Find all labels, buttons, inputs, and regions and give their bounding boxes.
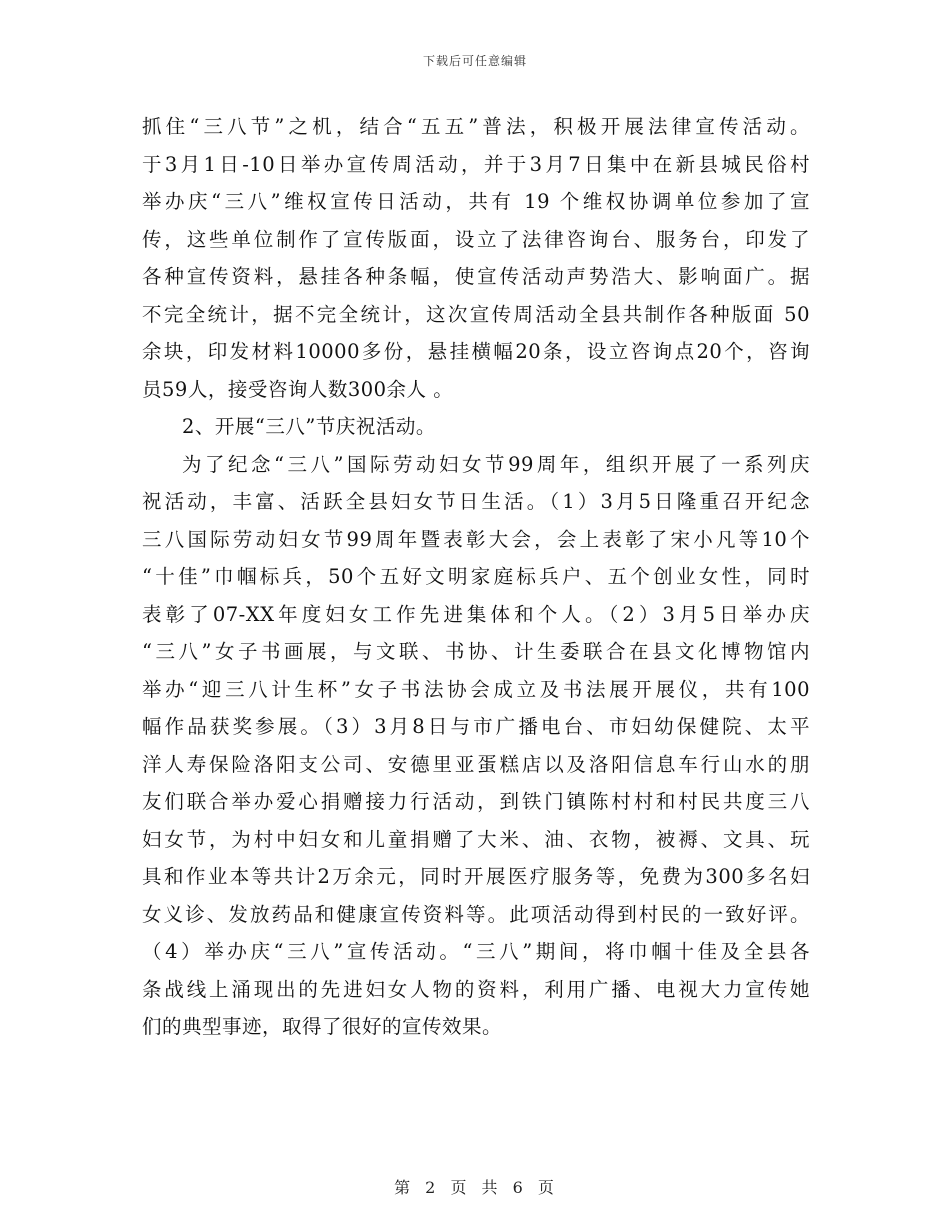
paragraph-line: 各种宣传资料，悬挂各种条幅，使宣传活动声势浩大、影响面广。据 (142, 265, 810, 288)
paragraph-line: 表彰了07-XX年度妇女工作先进集体和个人。（2）3月5日举办庆 (142, 602, 810, 626)
paragraph-line: 友们联合举办爱心捐赠接力行活动，到铁门镇陈村村和村民共度三八 (142, 790, 810, 813)
paragraph-line: “三八”女子书画展，与文联、书协、计生委联合在县文化博物馆内 (142, 640, 810, 663)
paragraph-line: 举办“迎三八计生杯”女子书法协会成立及书法展开展仪，共有100 (142, 677, 810, 701)
document-body (142, 108, 810, 1046)
paragraph-line: “十佳”巾帼标兵，50个五好文明家庭标兵户、五个创业女性，同时 (142, 565, 810, 588)
section-heading: 2、开展“三八”节庆祝活动。 (182, 415, 436, 438)
paragraph-line: 举办庆“三八”维权宣传日活动，共有 19 个维权协调单位参加了宣 (142, 190, 810, 213)
paragraph-line: 妇女节，为村中妇女和儿童捐赠了大米、油、衣物，被褥、文具、玩 (142, 827, 810, 851)
paragraph-line: 员59人，接受咨询人数300余人 。 (142, 377, 454, 401)
paragraph-line: 三八国际劳动妇女节99周年暨表彰大会，会上表彰了宋小凡等10个 (142, 527, 810, 551)
paragraph-line: 传，这些单位制作了宣传版面，设立了法律咨询台、服务台，印发了 (142, 227, 810, 251)
paragraph-line: 女义诊、发放药品和健康宣传资料等。此项活动得到村民的一致好评。 (142, 902, 810, 926)
paragraph-line: 于3月1日-10日举办宣传周活动，并于3月7日集中在新县城民俗村 (142, 152, 810, 176)
paragraph-line: 不完全统计，据不完全统计，这次宣传周活动全县共制作各种版面 50 (142, 302, 810, 326)
paragraph-line: 具和作业本等共计2万余元，同时开展医疗服务等，免费为300多名妇 (142, 865, 810, 888)
page-number-footer: 第 2 页 共 6 页 (394, 1178, 556, 1197)
paragraph-line: （4）举办庆“三八”宣传活动。“三八”期间，将巾帼十佳及全县各 (142, 940, 810, 963)
page-header-note: 下载后可任意编辑 (422, 54, 527, 68)
paragraph-line: 祝活动，丰富、活跃全县妇女节日生活。（1）3月5日隆重召开纪念 (142, 490, 810, 513)
paragraph-line: 抓住“三八节”之机，结合“五五”普法，积极开展法律宣传活动。 (142, 115, 810, 138)
paragraph-line: 幅作品获奖参展。（3）3月8日与市广播电台、市妇幼保健院、太平 (142, 715, 810, 738)
paragraph-line: 余块，印发材料10000多份，悬挂横幅20条，设立咨询点20个，咨询 (142, 340, 810, 363)
paragraph-line: 条战线上涌现出的先进妇女人物的资料，利用广播、电视大力宣传她 (142, 977, 810, 1001)
paragraph-line: 为了纪念“三八”国际劳动妇女节99周年，组织开展了一系列庆 (182, 452, 810, 476)
paragraph-line: 洋人寿保险洛阳支公司、安德里亚蛋糕店以及洛阳信息车行山水的朋 (142, 752, 810, 776)
paragraph-line: 们的典型事迹，取得了很好的宣传效果。 (142, 1015, 503, 1038)
